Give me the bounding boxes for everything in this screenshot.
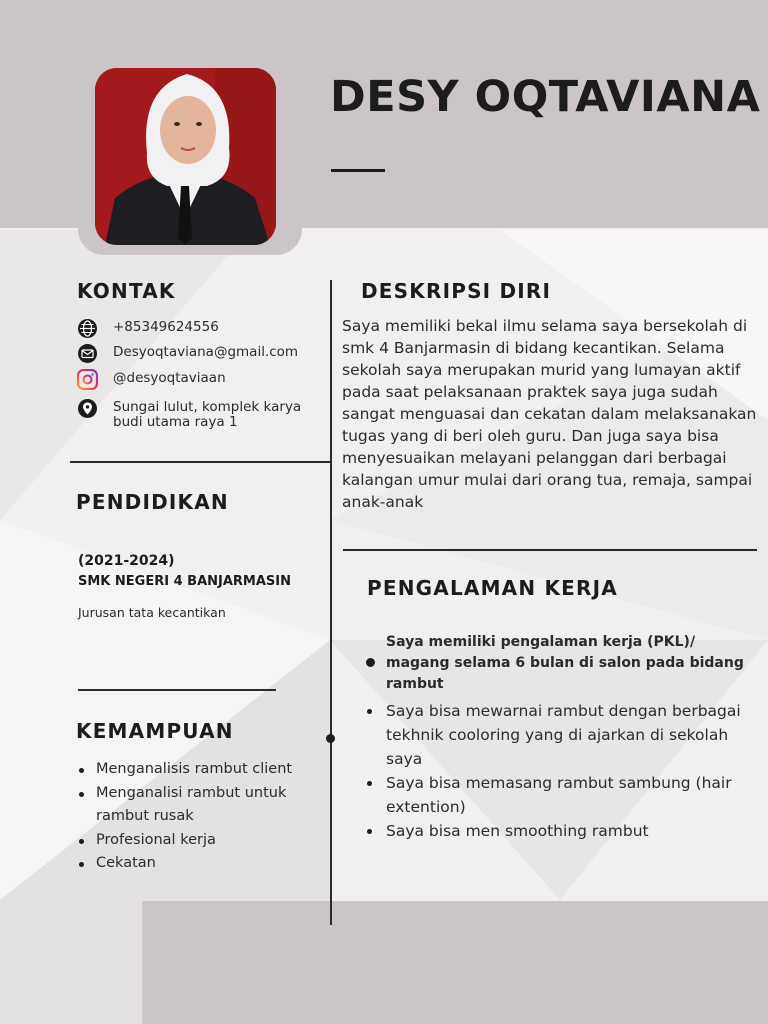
instagram-icon <box>77 369 98 390</box>
education-heading: PENDIDIKAN <box>76 490 229 514</box>
contact-divider <box>70 461 332 463</box>
contact-heading: KONTAK <box>77 279 176 303</box>
skill-item: Menganalisis rambut client <box>78 758 328 782</box>
phone-number: +85349624556 <box>113 319 219 335</box>
description-divider <box>343 549 757 551</box>
experience-heading: PENGALAMAN KERJA <box>367 576 618 600</box>
globe-icon <box>77 318 98 339</box>
location-pin-icon <box>77 398 98 419</box>
experience-item: Saya bisa men smoothing rambut <box>366 819 746 843</box>
experience-item: Saya bisa mewarnai rambut dengan berbagai tekhnik cooloring yang di ajarkan di sekolah saya <box>366 699 746 771</box>
skill-item: Menganalisi rambut untuk rambut rusak <box>78 782 328 829</box>
skill-item: Cekatan <box>78 852 328 876</box>
profile-photo <box>95 68 276 245</box>
description-text: Saya memiliki bekal ilmu selama saya bersekolah di smk 4 Banjarmasin di bidang kecantikan. Selama sekolah saya merupakan murid yang lumayan aktif pada saat pelaksanaan praktek saya juga sudah sangat menguasai dan cekatan dalam melaksanakan tugas yang di beri oleh guru. Dan juga saya bisa menyesuaikan melayani pelanggan dari berbagai kalangan umur mulai dari orang tua, remaja, sampai anak-anak <box>342 317 757 511</box>
column-divider <box>330 280 332 925</box>
education-divider <box>78 689 276 691</box>
name-underline <box>331 169 385 172</box>
email-address: Desyoqtaviana@gmail.com <box>113 344 299 360</box>
skills-heading: KEMAMPUAN <box>76 719 234 743</box>
footer-band <box>142 901 768 1024</box>
skills-list <box>78 758 328 876</box>
skill-item: Profesional kerja <box>78 829 328 853</box>
education-school: SMK NEGERI 4 BANJARMASIN <box>78 574 291 589</box>
divider-dot <box>326 734 335 743</box>
contact-phone <box>77 318 219 339</box>
experience-item: Saya bisa memasang rambut sambung (hair extention) <box>366 771 746 819</box>
education-years: (2021-2024) <box>78 553 175 569</box>
contact-address <box>77 398 313 430</box>
education-major: Jurusan tata kecantikan <box>78 605 226 620</box>
contact-email <box>77 343 298 364</box>
contact-instagram <box>77 369 226 390</box>
mail-icon <box>77 343 98 364</box>
experience-highlight: Saya memiliki pengalaman kerja (PKL)/ magang selama 6 bulan di salon pada bidang rambut <box>366 632 746 695</box>
experience-list <box>366 632 746 843</box>
description-heading: DESKRIPSI DIRI <box>361 279 552 303</box>
home-address: Sungai lulut, komplek karya budi utama raya 1 <box>113 399 302 430</box>
applicant-name: DESY OQTAVIANA <box>330 72 761 122</box>
instagram-handle: @desyoqtaviaan <box>113 370 226 386</box>
